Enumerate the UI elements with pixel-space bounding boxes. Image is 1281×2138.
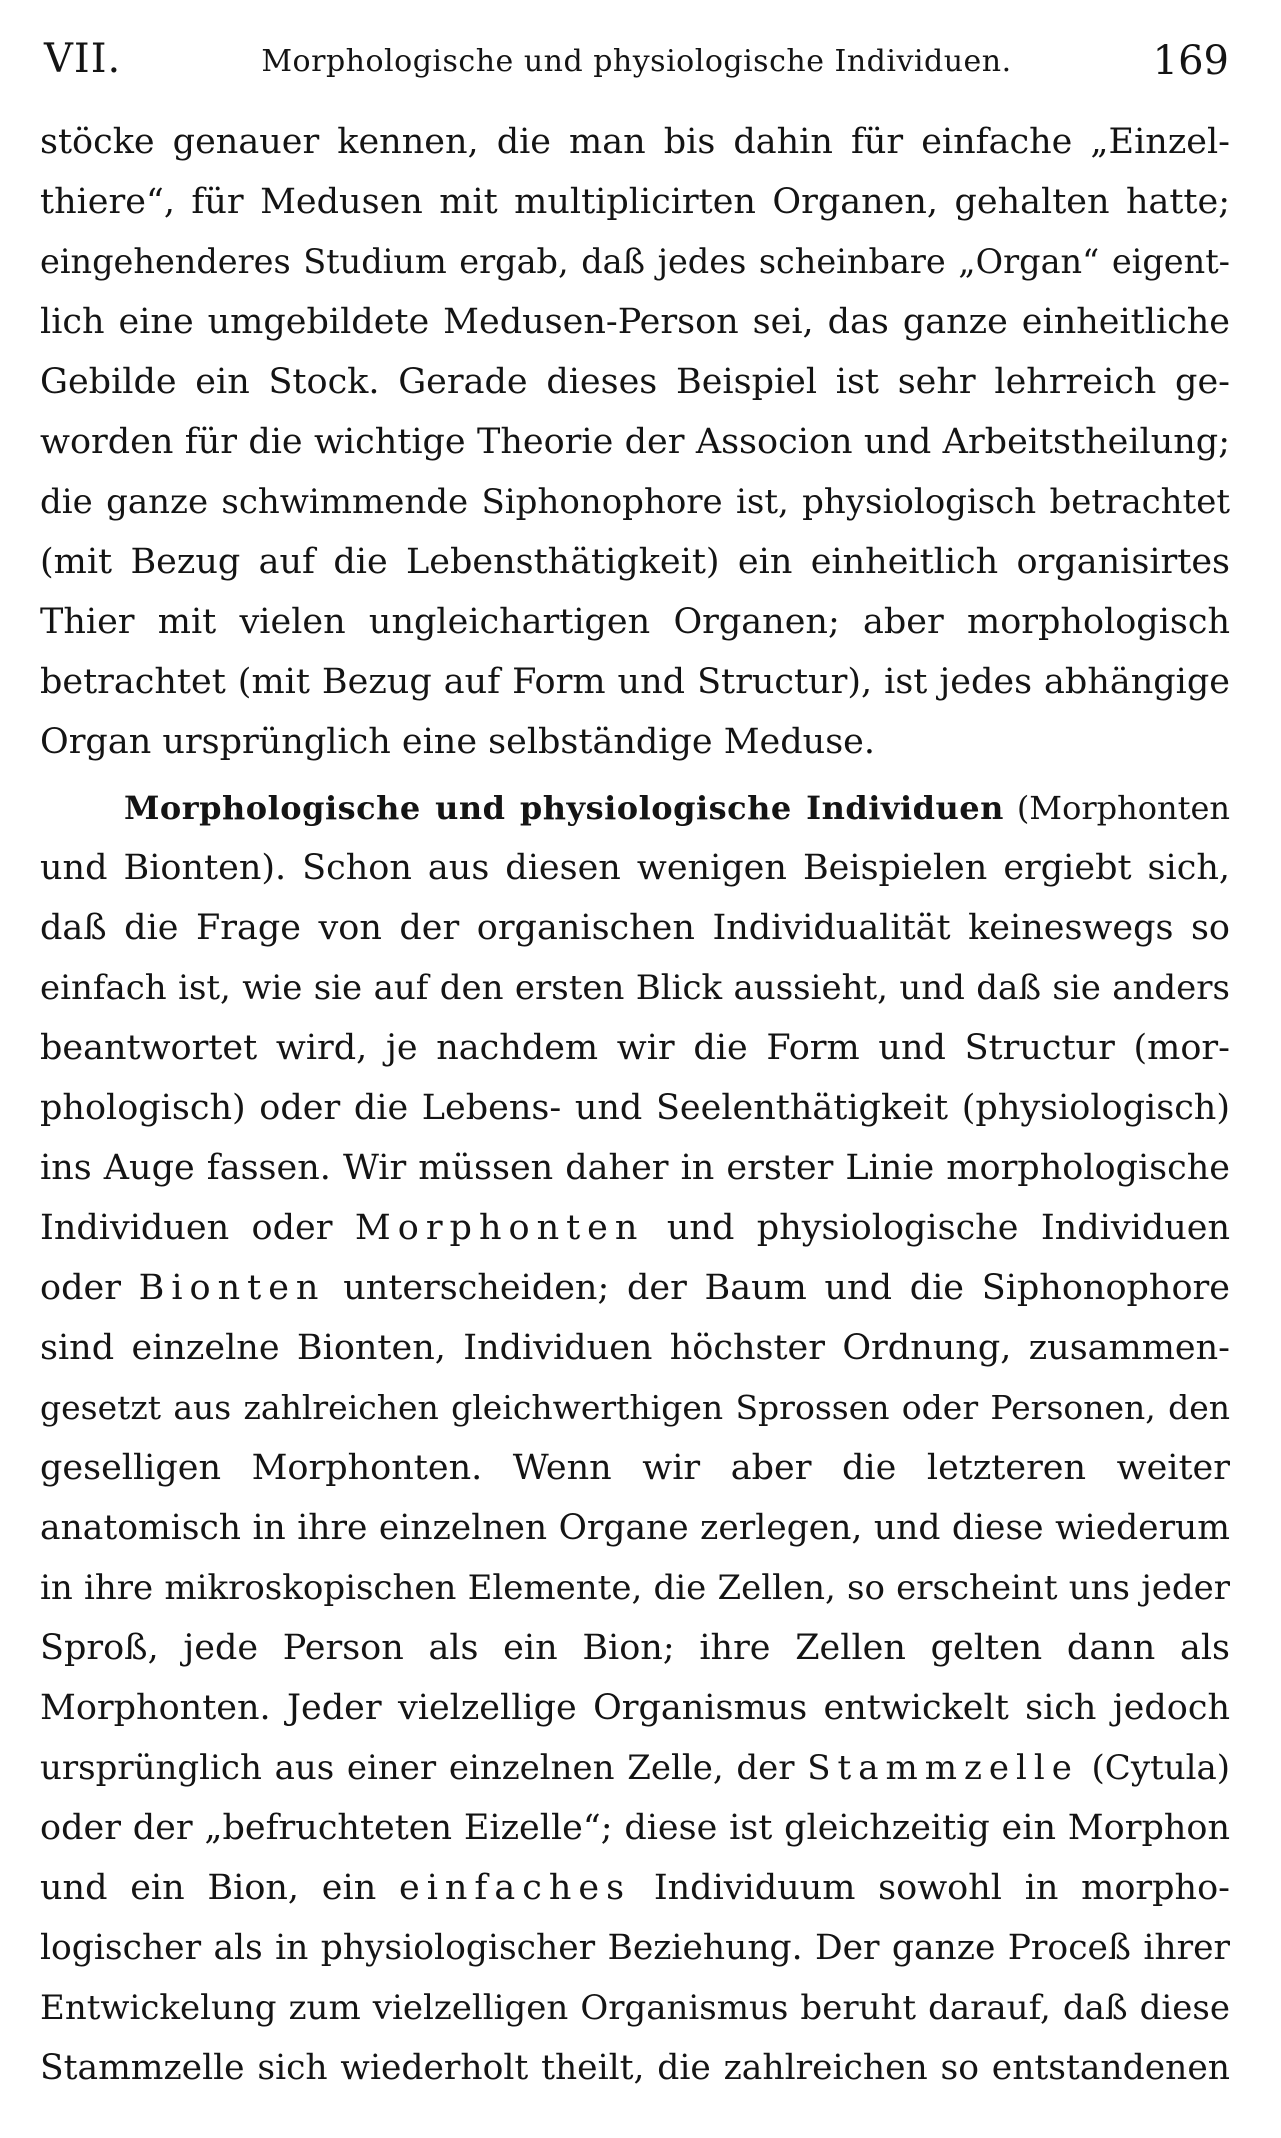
text-line: oder der „befruchteten Eizelle“; diese ist gleichzeitig ein Morphon [40, 1808, 1230, 1848]
text-line [40, 1258, 1230, 1318]
body-text [40, 112, 1230, 2098]
text-line: Thier mit vielen ungleichartigen Organen; aber morphologisch [40, 602, 1230, 642]
text-line: ins Auge fassen. Wir müssen daher in erster Linie morphologische [40, 1148, 1230, 1188]
text-run: und ein Bion, ein [40, 1868, 399, 1908]
text-line: logischer als in physiologischer Beziehung. Der ganze Proceß ihrer [40, 1928, 1230, 1968]
text-line: Sproß, jede Person als ein Bion; ihre Zellen gelten dann als [40, 1628, 1230, 1668]
text-line: (mit Bezug auf die Lebensthätigkeit) ein einheitlich organisirtes [40, 542, 1230, 582]
text-line: und Bionten). Schon aus diesen wenigen Beispielen ergiebt sich, [40, 848, 1230, 888]
text-line: phologisch) oder die Lebens- und Seelenthätigkeit (physiologisch) [40, 1088, 1230, 1128]
text-run: (Cytula) [1078, 1748, 1231, 1788]
text-line [40, 1738, 1230, 1798]
text-line: daß die Frage von der organischen Individualität keineswegs so [40, 908, 1230, 948]
text-run: unterscheiden; der Baum und die Siphonophore [325, 1268, 1230, 1308]
text-line: Stammzelle sich wiederholt theilt, die zahlreichen so entstandenen [40, 2048, 1230, 2088]
text-line: beantwortet wird, je nachdem wir die Form und Structur (mor- [40, 1028, 1230, 1068]
text-line: worden für die wichtige Theorie der Associon und Arbeitstheilung; [40, 422, 1230, 462]
text-run: Individuen oder [40, 1208, 355, 1248]
running-title: Morphologische und physiologische Individuen. [261, 44, 1012, 79]
text-line: sind einzelne Bionten, Individuen höchster Ordnung, zusammen- [40, 1328, 1230, 1368]
emphasized-term: Stammzelle [807, 1748, 1079, 1788]
text-run: Individuum sowohl in morpho- [631, 1868, 1230, 1908]
text-line: Morphonten. Jeder vielzellige Organismus entwickelt sich jedoch [40, 1688, 1230, 1728]
text-line: gesetzt aus zahlreichen gleichwerthigen Sprossen oder Personen, den [40, 1388, 1230, 1427]
text-run: und physiologische Individuen [644, 1208, 1230, 1248]
text-run: oder [40, 1268, 139, 1308]
text-line: in ihre mikroskopischen Elemente, die Zellen, so erscheint uns jeder [40, 1568, 1230, 1608]
emphasized-term: Morphonten [354, 1208, 645, 1248]
section-heading-line [40, 778, 1230, 838]
text-line: lich eine umgebildete Medusen-Person sei, das ganze einheitliche [40, 302, 1230, 342]
text-line: anatomisch in ihre einzelnen Organe zerlegen, und diese wiederum [40, 1508, 1230, 1548]
text-line: die ganze schwimmende Siphonophore ist, physiologisch betrachtet [40, 482, 1230, 522]
text-line: Gebilde ein Stock. Gerade dieses Beispiel ist sehr lehrreich ge- [40, 362, 1230, 402]
text-line: betrachtet (mit Bezug auf Form und Structur), ist jedes abhängige [40, 662, 1230, 702]
emphasized-term: einfaches [398, 1868, 632, 1908]
text-line: thiere“, für Medusen mit multiplicirten Organen, gehalten hatte; [40, 182, 1230, 222]
chapter-number: VII. [44, 36, 122, 82]
text-line [40, 1858, 1230, 1918]
heading-continuation: (Morphonten [1003, 789, 1231, 827]
text-line: stöcke genauer kennen, die man bis dahin für einfache „Einzel- [40, 122, 1230, 162]
text-line: Entwickelung zum vielzelligen Organismus beruht darauf, daß diese [40, 1988, 1230, 2028]
page-number: 169 [1152, 38, 1229, 84]
text-run: ursprünglich aus einer einzelnen Zelle, der [40, 1748, 808, 1788]
page-header [44, 30, 1229, 100]
emphasized-term: Bionten [138, 1268, 326, 1308]
text-line: geselligen Morphonten. Wenn wir aber die letzteren weiter [40, 1448, 1230, 1488]
section-heading: Morphologische und physiologische Individuen [124, 789, 1004, 827]
text-line [40, 1198, 1230, 1258]
text-line: eingehenderes Studium ergab, daß jedes scheinbare „Organ“ eigent- [40, 242, 1230, 281]
text-line: einfach ist, wie sie auf den ersten Blick aussieht, und daß sie anders [40, 968, 1230, 1008]
text-line: Organ ursprünglich eine selbständige Meduse. [40, 722, 876, 762]
